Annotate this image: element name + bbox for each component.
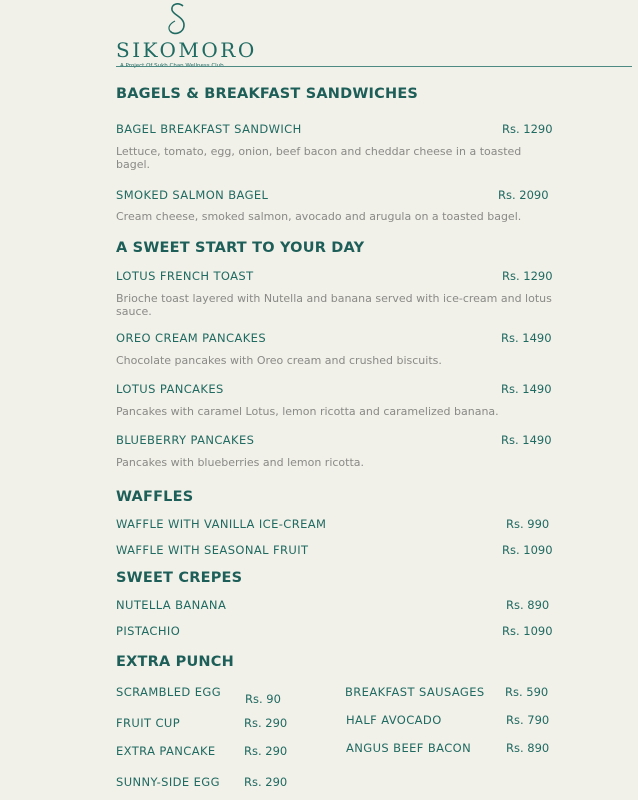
menu-item-name: SCRAMBLED EGG [116,685,222,699]
menu-item-price: Rs. 1090 [502,543,553,557]
menu-item-description: Pancakes with blueberries and lemon ricotta. [116,456,365,469]
menu-item-price: Rs. 290 [244,716,288,730]
menu-item-price: Rs. 1090 [502,624,553,638]
menu-item-name: SMOKED SALMON BAGEL [116,188,269,202]
menu-item-description: Chocolate pancakes with Oreo cream and crushed biscuits. [116,354,442,367]
menu-item-price: Rs. 790 [506,713,550,727]
menu-item-price: Rs. 90 [245,692,281,706]
menu-item-name: BLUEBERRY PANCAKES [116,433,255,447]
brand-tagline: A Project Of Sukh Chan Wellness Club [120,63,224,69]
menu-item-name: LOTUS PANCAKES [116,382,224,396]
header-divider [116,66,632,67]
menu-item-description: Brioche toast layered with Nutella and banana served with ice-cream and lotus sauce. [116,292,552,318]
menu-item-price: Rs. 1290 [502,122,553,136]
menu-item-price: Rs. 290 [244,775,288,789]
menu-item-price: Rs. 1290 [502,269,553,283]
logo-icon [166,2,190,40]
menu-item-price: Rs. 1490 [501,433,552,447]
menu-item-name: BAGEL BREAKFAST SANDWICH [116,122,302,136]
menu-item-price: Rs. 2090 [498,188,549,202]
menu-item-price: Rs. 990 [506,517,550,531]
menu-item-price: Rs. 590 [505,685,549,699]
menu-item-name: PISTACHIO [116,624,181,638]
menu-item-name: WAFFLE WITH SEASONAL FRUIT [116,543,309,557]
menu-item-description: Pancakes with caramel Lotus, lemon ricotta and caramelized banana. [116,405,499,418]
menu-item-price: Rs. 290 [244,744,288,758]
menu-item-description: Cream cheese, smoked salmon, avocado and arugula on a toasted bagel. [116,210,522,223]
menu-item-name: OREO CREAM PANCAKES [116,331,267,345]
section-title-waffles: WAFFLES [116,489,194,505]
brand-name: SIKOMORO [116,38,257,62]
menu-item-name: HALF AVOCADO [346,713,442,727]
menu-item-name: NUTELLA BANANA [116,598,227,612]
section-title-bagels: BAGELS & BREAKFAST SANDWICHES [116,86,419,102]
menu-item-name: WAFFLE WITH VANILLA ICE-CREAM [116,517,327,531]
menu-item-name: LOTUS FRENCH TOAST [116,269,254,283]
menu-item-price: Rs. 1490 [501,382,552,396]
menu-item-name: ANGUS BEEF BACON [346,741,472,755]
section-title-sweet-start: A SWEET START TO YOUR DAY [116,240,365,256]
section-title-crepes: SWEET CREPES [116,570,243,586]
menu-item-name: SUNNY-SIDE EGG [116,775,220,789]
menu-item-description: Lettuce, tomato, egg, onion, beef bacon and cheddar cheese in a toasted bagel. [116,145,522,171]
menu-item-name: BREAKFAST SAUSAGES [345,685,485,699]
menu-item-name: EXTRA PANCAKE [116,744,216,758]
menu-item-price: Rs. 890 [506,598,550,612]
menu-item-price: Rs. 1490 [501,331,552,345]
menu-item-name: FRUIT CUP [116,716,181,730]
menu-item-price: Rs. 890 [506,741,550,755]
section-title-extra: EXTRA PUNCH [116,654,234,670]
